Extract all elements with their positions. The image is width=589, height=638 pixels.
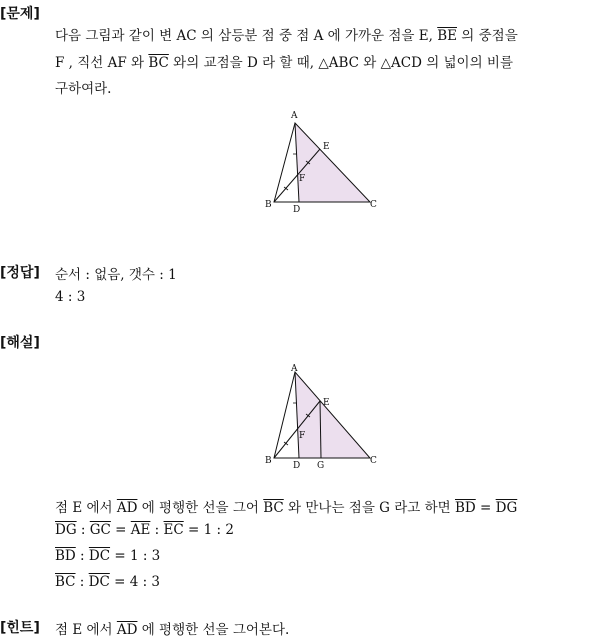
triangle-figure-2 [262,362,382,470]
solution-text: 와 만나는 점을 G 라고 하면 [283,500,455,516]
point-label-b: B [265,200,272,210]
segment-bd-text: $\overline{BD}$ [454,500,476,516]
segment-bc-text: $\overline{BC}$ [55,574,76,590]
hint-label: [힌트] [0,620,40,636]
hint-text: 점 E 에서 [55,622,117,638]
problem-text: 구하여라. [55,81,112,97]
problem-line-1 [55,24,518,44]
solution-text: : [75,574,89,590]
problem-line-2 [55,51,513,71]
solution-line-4 [55,574,160,590]
solution-label: [해설] [0,335,40,351]
segment-bd-text: $\overline{BD}$ [55,548,76,564]
solution-text: = 4 : 3 [109,574,161,590]
triangle-figure-1 [262,108,382,216]
point-label-f: F [299,174,306,184]
point-label-f: F [299,431,306,441]
problem-line-3 [55,77,111,97]
hint-line [55,618,289,638]
segment-dg-text: $\overline{DG}$ [55,522,77,538]
point-label-a: A [291,364,298,374]
solution-text: = [110,522,131,538]
solution-text: : [75,548,89,564]
point-label-c: C [370,200,377,210]
segment-bc-text: $\overline{BC}$ [263,500,284,516]
segment-bc: $\overline{BC}$ [148,55,169,71]
problem-label: [문제] [0,6,40,22]
problem-text: F , 직선 AF 와 [55,55,149,71]
problem-text: 다음 그림과 같이 변 AC 의 삼등분 점 중 점 A 에 가까운 점을 E, [55,28,438,44]
solution-text: = 1 : 3 [110,548,161,564]
answer-label: [정답] [0,265,40,281]
point-label-g: G [317,461,325,470]
point-label-d: D [293,461,301,470]
point-label-a: A [291,111,298,121]
problem-text: 와의 교점을 D 라 할 때, △ABC 와 △ACD 의 넓이의 비를 [168,55,514,71]
point-label-e: E [323,398,330,408]
segment-dc-text: $\overline{DC}$ [88,574,110,590]
segment-ec-text: $\overline{EC}$ [163,522,184,538]
segment-dc-text: $\overline{DC}$ [88,548,111,564]
solution-line-3 [55,548,160,564]
problem-text: 의 중점을 [457,28,518,44]
segment-gc-text: $\overline{GC}$ [89,522,111,538]
segment-dg-text: $\overline{DG}$ [495,500,518,516]
solution-text: = [475,500,496,516]
segment-be: $\overline{BE}$ [437,28,457,44]
segment-ad-text: $\overline{AD}$ [116,622,138,638]
solution-line-2 [55,522,234,538]
solution-text: : [76,522,90,538]
answer-meta: 순서 : 없음, 갯수 : 1 [55,267,177,283]
point-label-d: D [293,205,301,215]
point-label-e: E [323,142,330,152]
solution-text: 점 E 에서 [55,500,117,516]
segment-ad-text: $\overline{AD}$ [116,500,138,516]
solution-text: = 1 : 2 [183,522,234,538]
solution-text: : [150,522,164,538]
hint-text: 에 평행한 선을 그어본다. [137,622,290,638]
solution-text: 에 평행한 선을 그어 [137,500,264,516]
point-label-c: C [370,456,377,466]
solution-line-1 [55,496,517,516]
answer-value: 4 : 3 [55,289,86,305]
point-label-b: B [265,456,272,466]
segment-ae-text: $\overline{AE}$ [130,522,151,538]
